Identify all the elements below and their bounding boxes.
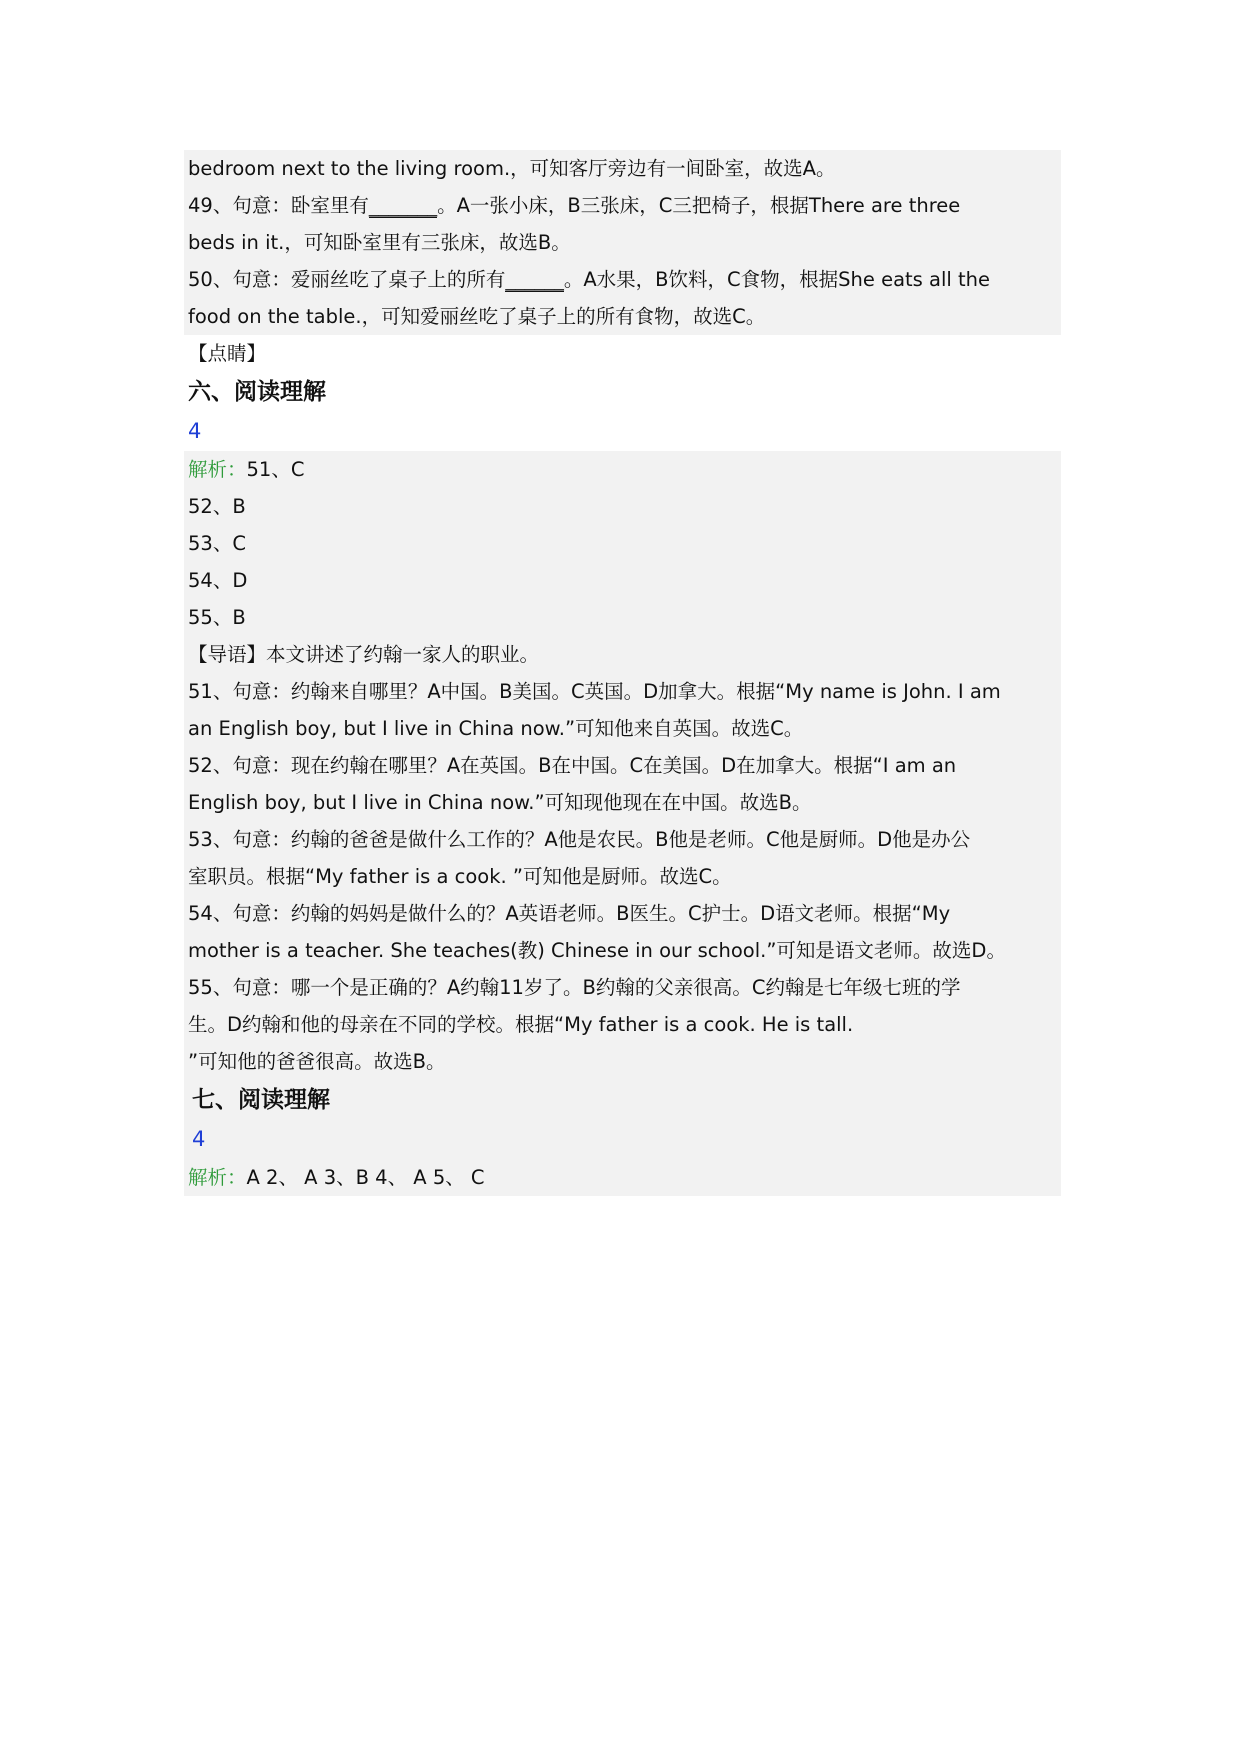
explanation-line: 52、句意：现在约翰在哪里？A在英国。B在中国。C在美国。D在加拿大。根据“I am an bbox=[188, 754, 957, 777]
answer-line: 54、D bbox=[188, 569, 248, 592]
explanation-line: bedroom next to the living room.，可知客厅旁边有一间卧室，故选A。 bbox=[188, 157, 836, 180]
answer-line: 55、B bbox=[188, 606, 246, 629]
explanation-line: English boy, but I live in China now.”可知现他现在在中国。故选B。 bbox=[188, 791, 812, 814]
analysis-label: 解析： bbox=[188, 458, 247, 481]
analysis-line bbox=[188, 1159, 1055, 1196]
section-6-number: 4 bbox=[188, 419, 202, 443]
section-6-heading: 六、阅读理解 bbox=[188, 379, 326, 405]
explanation-line: food on the table.，可知爱丽丝吃了桌子上的所有食物，故选C。 bbox=[188, 305, 766, 328]
explanation-line: ”可知他的爸爸很高。故选B。 bbox=[188, 1050, 446, 1073]
explanation-line: 【导语】本文讲述了约翰一家人的职业。 bbox=[188, 643, 540, 666]
question-49-rest: 。A一张小床，B三张床，C三把椅子，根据There are three bbox=[437, 194, 961, 217]
explanation-line: 室职员。根据“My father is a cook. ”可知他是厨师。故选C。 bbox=[188, 865, 732, 888]
analysis-line bbox=[188, 451, 1055, 488]
answer-line: 52、B bbox=[188, 495, 246, 518]
question-49-text: 49、句意：卧室里有 bbox=[188, 194, 369, 217]
explanation-line: 生。D约翰和他的母亲在不同的学校。根据“My father is a cook. He is tall. bbox=[188, 1013, 854, 1036]
section-7-number: 4 bbox=[192, 1127, 206, 1151]
explanation-line: beds in it.，可知卧室里有三张床，故选B。 bbox=[188, 231, 571, 254]
question-50-rest: 。A水果，B饮料，C食物，根据She eats all the bbox=[563, 268, 991, 291]
fill-in-blank: ______ bbox=[505, 268, 564, 291]
explanation-line: an English boy, but I live in China now.”可知他来自英国。故选C。 bbox=[188, 717, 804, 740]
document-page bbox=[184, 150, 1061, 1196]
analysis-answers: A 2、 A 3、B 4、 A 5、 C bbox=[246, 1166, 485, 1189]
explanation-line bbox=[188, 261, 1055, 298]
explanation-line: mother is a teacher. She teaches(教) Chinese in our school.”可知是语文老师。故选D。 bbox=[188, 939, 1006, 962]
answer-line: 53、C bbox=[188, 532, 246, 555]
explanation-line: 51、句意：约翰来自哪里？A中国。B美国。C英国。D加拿大。根据“My name is John. I am bbox=[188, 680, 1001, 703]
answer-explanation-block bbox=[184, 150, 1061, 335]
analysis-label: 解析： bbox=[188, 1166, 247, 1189]
question-50-text: 50、句意：爱丽丝吃了桌子上的所有 bbox=[188, 268, 506, 291]
answer-51: 51、C bbox=[246, 458, 305, 481]
section-7-heading: 七、阅读理解 bbox=[192, 1087, 330, 1113]
explanation-line: 55、句意：哪一个是正确的？A约翰11岁了。B约翰的父亲很高。C约翰是七年级七班的学 bbox=[188, 976, 961, 999]
explanation-line bbox=[188, 187, 1055, 224]
dianjing-label: 【点睛】 bbox=[188, 342, 267, 365]
explanation-line: 54、句意：约翰的妈妈是做什么的？A英语老师。B医生。C护士。D语文老师。根据“My bbox=[188, 902, 951, 925]
section-6-analysis-block bbox=[184, 451, 1061, 1196]
fill-in-blank: _______ bbox=[368, 194, 438, 217]
explanation-line: 53、句意：约翰的爸爸是做什么工作的？A他是农民。B他是老师。C他是厨师。D他是办公 bbox=[188, 828, 971, 851]
